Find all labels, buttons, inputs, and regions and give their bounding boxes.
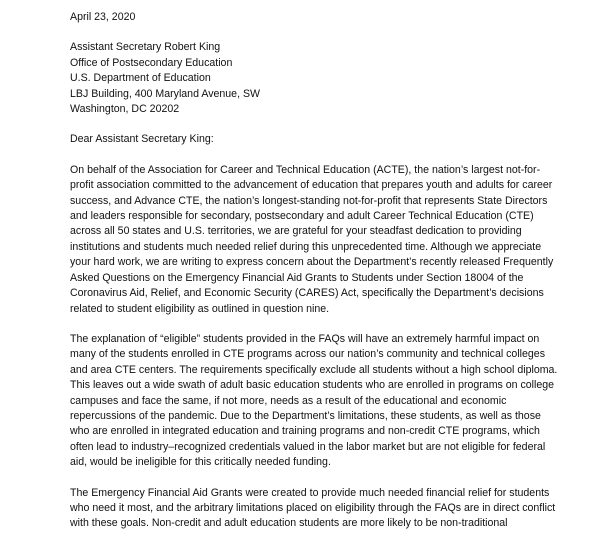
body-paragraph-2: The explanation of “eligible” students provided in the FAQs will have an extremely harmful impact on many of the students enrolled in CTE programs across our nation’s community and technical colleges and area CTE centers. The requirements specifically exclude all students without a high school diploma. This leaves out a wide swath of adult basic education students who are enrolled in programs on college campuses and face the same, if not more, needs as a result of the educational and economic repercussions of the pandemic. Due to the Department’s limitations, these students, as well as those who are enrolled in integrated education and training programs and non-credit CTE programs, which often lead to industry–recognized credentials valued in the labor market but are not eligible for federal aid, would be ineligible for this critically needed funding.	[70, 332, 558, 469]
body-paragraph-1: On behalf of the Association for Career and Technical Education (ACTE), the nation’s largest not-for-profit association committed to the advancement of education that prepares youth and adults for career success, and Advance CTE, the nation’s longest-standing not-for-profit that represents State Directors and leaders responsible for secondary, postsecondary and adult Career Technical Education (CTE) across all 50 states and U.S. territories, we are grateful for your steadfast dedication to providing institutions and students much needed relief during this unprecedented time. Although we appreciate your hard work, we are writing to express concern about the Department’s recently released Frequently Asked Questions on the Emergency Financial Aid Grants to Students under Section 18004 of the Coronavirus Aid, Relief, and Economic Security (CARES) Act, specifically the Department’s decisions related to student eligibility as outlined in question nine.	[70, 163, 554, 315]
recipient-department: U.S. Department of Education	[70, 72, 211, 85]
recipient-city: Washington, DC 20202	[70, 103, 180, 116]
body-paragraph-3: The Emergency Financial Aid Grants were created to provide much needed financial relief for students who need it most, and the arbitrary limitations placed on eligibility through the FAQs are in direct conflict with these goals. Non-credit and adult education students are more likely to be non-traditional	[70, 486, 556, 530]
recipient-address	[70, 40, 558, 117]
salutation: Dear Assistant Secretary King:	[70, 133, 214, 146]
letter-date: April 23, 2020	[70, 11, 136, 23]
letter-page	[70, 10, 558, 547]
recipient-name: Assistant Secretary Robert King	[70, 41, 221, 54]
recipient-office: Office of Postsecondary Education	[70, 56, 233, 69]
recipient-building: LBJ Building, 400 Maryland Avenue, SW	[70, 87, 261, 100]
